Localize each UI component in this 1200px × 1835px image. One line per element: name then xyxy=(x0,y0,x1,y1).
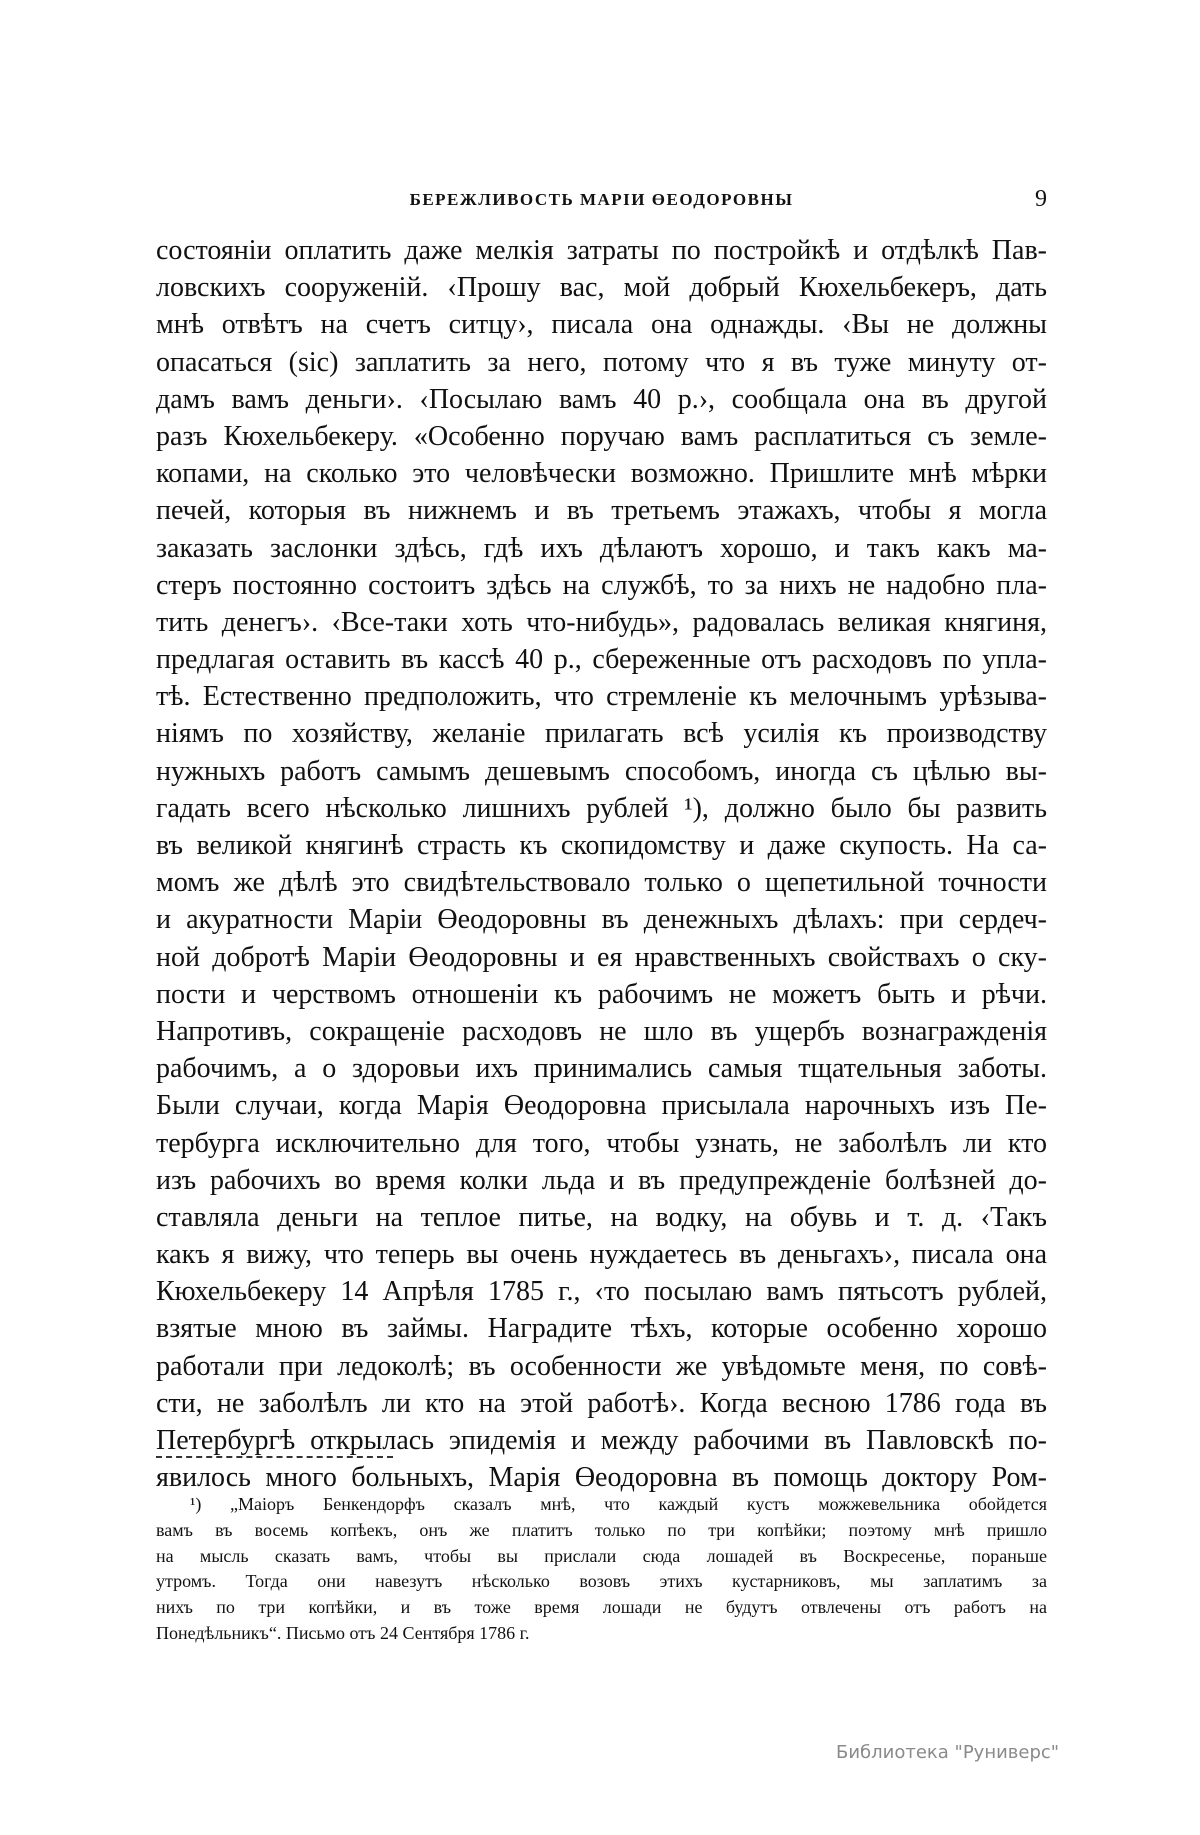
text-line: опасаться (sic) заплатить за него, потому что я въ туже минуту от- xyxy=(156,346,1047,378)
text-line: Петербургѣ открылась эпидемiя и между рабочими въ Павловскѣ по- xyxy=(156,1425,1047,1456)
text-line: и акуратности Марiи Өеодоровны въ денежныхъ дѣлахъ: при сердеч- xyxy=(156,904,1047,936)
footnote-line: Понедѣльникъ“. Письмо отъ 24 Сентября 1786 г. xyxy=(156,1622,530,1643)
text-line: тербурга исключительно для того, чтобы узнать, не заболѣлъ ли кто xyxy=(156,1127,1047,1159)
text-line: момъ же дѣлѣ это свидѣтельствовало только о щепетильной точности xyxy=(156,867,1047,899)
footnote xyxy=(156,1492,1047,1647)
text-line: Напротивъ, сокращенiе расходовъ не шло въ ущербъ вознагражденiя xyxy=(156,1015,1047,1047)
text-line: стеръ постоянно состоитъ здѣсь на службѣ, то за нихъ не надобно пла- xyxy=(156,569,1047,601)
text-line: тѣ. Естественно предположить, что стремленiе къ мелочнымъ урѣзыва- xyxy=(156,681,1047,713)
text-line: какъ я вижу, что теперь вы очень нуждаетесь въ деньгахъ›, писала она xyxy=(156,1239,1047,1271)
text-line: тить денегъ›. ‹Все-таки хоть что-нибудь», радовалась великая княгиня, xyxy=(156,606,1047,638)
text-line: изъ рабочихъ во время колки льда и въ предупрежденiе болѣзней до- xyxy=(156,1164,1047,1196)
text-line: дамъ вамъ деньги›. ‹Посылаю вамъ 40 р.›, сообщала она въ другой xyxy=(156,383,1047,415)
footnote-separator xyxy=(156,1456,393,1458)
text-line: ставляла деньги на теплое питье, на водку, на обувь и т. д. ‹Такъ xyxy=(156,1201,1047,1233)
text-line: Кюхельбекеру 14 Апрѣля 1785 г., ‹то посылаю вамъ пятьсотъ рублей, xyxy=(156,1276,1047,1308)
running-title: БЕРЕЖЛИВОСТЬ МАРІИ ӨЕОДОРОВНЫ xyxy=(409,190,794,209)
text-line: нужныхъ работъ самымъ дешевымъ способомъ, иногда съ цѣлью вы- xyxy=(156,755,1047,787)
footnote-line: нихъ по три копѣйки, и въ тоже время лошади не будутъ отвлечены отъ работъ на xyxy=(156,1597,1047,1618)
text-line: рабочимъ, а о здоровьи ихъ принимались самыя тщательныя заботы. xyxy=(156,1053,1047,1085)
text-line: ной добротѣ Марiи Өеодоровны и ея нравственныхъ свойствахъ о ску- xyxy=(156,941,1047,973)
text-line: взятые мною въ займы. Наградите тѣхъ, которые особенно хорошо xyxy=(156,1313,1047,1345)
footnote-line: ¹) „Маiоръ Бенкендорфъ сказалъ мнѣ, что каждый кустъ можжевельника обойдется xyxy=(190,1494,1047,1514)
text-line: сти, не заболѣлъ ли кто на этой работѣ›. Когда весною 1786 года въ xyxy=(156,1387,1047,1419)
text-line: предлагая оставить въ кассѣ 40 р., сбереженные отъ расходовъ по упла- xyxy=(156,644,1047,676)
text-line: гадать всего нѣсколько лишнихъ рублей ¹), должно было бы развить xyxy=(156,792,1047,824)
page-header xyxy=(156,186,1047,214)
text-line: въ великой княгинѣ страсть къ скопидомству и даже скупость. На са- xyxy=(156,830,1047,861)
library-watermark: Библиотека "Руниверс" xyxy=(836,1742,1060,1763)
page-number: 9 xyxy=(1035,186,1047,212)
text-line: копами, на сколько это человѣчески возможно. Пришлите мнѣ мѣрки xyxy=(156,458,1047,490)
footnote-line: на мысль сказать вамъ, чтобы вы прислали сюда лошадей въ Воскресенье, пораньше xyxy=(156,1545,1047,1566)
text-line: явилось много больныхъ, Марiя Өеодоровна въ помощь доктору Ром- xyxy=(156,1462,1047,1494)
text-line: Были случаи, когда Марiя Өеодоровна присылала нарочныхъ изъ Пе- xyxy=(156,1090,1047,1122)
text-line: заказать заслонки здѣсь, гдѣ ихъ дѣлаютъ хорошо, и такъ какъ ма- xyxy=(156,532,1047,564)
text-line: пости и черствомъ отношенiи къ рабочимъ не можетъ быть и рѣчи. xyxy=(156,978,1047,1010)
text-line: работали при ледоколѣ; въ особенности же увѣдомьте меня, по совѣ- xyxy=(156,1350,1047,1382)
text-line: состоянiи оплатить даже мелкiя затраты по постройкѣ и отдѣлкѣ Пав- xyxy=(156,235,1047,266)
text-line: ловскихъ сооруженiй. ‹Прошу вас, мой добрый Кюхельбекеръ, дать xyxy=(156,272,1047,304)
body-text xyxy=(156,232,1047,1496)
footnote-line: вамъ въ восемь копѣекъ, онъ же платитъ только по три копѣйки; поэтому мнѣ пришло xyxy=(156,1519,1047,1540)
text-line: разъ Кюхельбекеру. «Особенно поручаю вамъ расплатиться съ земле- xyxy=(156,420,1047,452)
footnote-line: утромъ. Тогда они навезутъ нѣсколько возовъ этихъ кустарниковъ, мы заплатимъ за xyxy=(156,1571,1047,1592)
text-line: нiямъ по хозяйству, желанiе прилагать всѣ усилiя къ производству xyxy=(156,718,1047,750)
text-line: мнѣ отвѣтъ на счетъ ситцу›, писала она однажды. ‹Вы не должны xyxy=(156,309,1047,341)
text-line: печей, которыя въ нижнемъ и въ третьемъ этажахъ, чтобы я могла xyxy=(156,495,1047,527)
